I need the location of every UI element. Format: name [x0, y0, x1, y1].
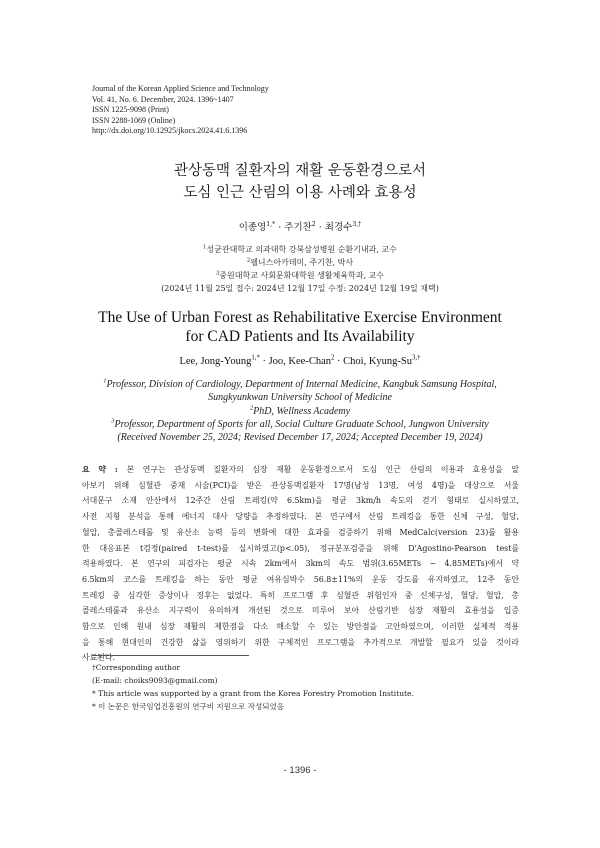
journal-volume: Vol. 41, No. 6. December, 2024. 1396~1407	[92, 94, 234, 104]
korean-affiliation-3	[0, 269, 600, 282]
korean-title-line-2: 도심 인근 산림의 이용 사례와 효용성	[183, 185, 417, 201]
author-1: Lee, Jong-Young	[179, 356, 252, 367]
korean-affiliations	[0, 243, 600, 295]
affiliation-text: 성균관대학교 의과대학 강북삼성병원 순환기내과, 교수	[206, 245, 397, 254]
affiliation-marker: 2	[246, 257, 251, 264]
abstract-line: 6.5km의 코스를 트레킹을 하는 동안 평균 여유심박수 56.8±11%의 운동 강도를 유지하였고, 12주 동안	[82, 574, 519, 584]
author-separator: ·	[275, 222, 285, 233]
affiliation-text: 웰니스아카데미, 주기찬, 박사	[250, 258, 354, 267]
english-title-line-2: for CAD Patients and Its Availability	[185, 328, 415, 345]
author-3: Choi, Kyung-Su	[343, 356, 412, 367]
affiliation-marker: 3	[215, 270, 220, 277]
affiliation-marker: 3	[111, 417, 115, 425]
author-2-marker: 2	[311, 220, 316, 228]
abstract-line: 적용하였다. 본 연구의 피검자는 평균 시속 2km에서 3km의 속도 범위(3.65METs ~ 4.85METs)에서 약	[82, 559, 519, 569]
journal-name: Journal of the Korean Applied Science and Technology	[92, 84, 269, 93]
abstract-line: 혈압, 총콜레스테롤 및 유산소 능력 등의 변화에 대한 효과를 검증하기 위해 MedCalc(version 23)를 활용	[82, 527, 519, 537]
abstract-line: 을 통해 현대인의 건강한 삶을 영위하기 위한 구체적인 프로그램을 추가적으로 개발할 필요가 있을 것이라	[82, 637, 519, 647]
affiliation-text: Professor, Department of Sports for all, Social Culture Graduate School, Jungwon University	[114, 418, 489, 430]
journal-header	[92, 84, 269, 137]
english-title-line-1: The Use of Urban Forest as Rehabilitative Exercise Environment	[98, 309, 502, 326]
funding-note-korean: * 이 논문은 한국임업진흥원의 연구비 지원으로 작성되었음	[92, 702, 284, 711]
korean-title	[0, 160, 600, 204]
author-2-marker: 2	[331, 354, 335, 362]
affiliation-marker: 1	[203, 244, 207, 251]
abstract-line: 아보기 위해 심혈관 중재 시술(PCI)을 받은 관상동맥질환자 17명(남성 13명, 여성 4명)을 대상으로 서울	[82, 480, 519, 490]
affiliation-text: 중원대학교 사회문화대학원 생활체육학과, 교수	[219, 271, 385, 280]
author-3: 최경수	[324, 222, 353, 233]
abstract-line: 함으로 인해 원내 심장 재활의 제한점을 다소 해소할 수 있는 방안점을 고안하였으며, 이러한 실제적 적용	[82, 622, 519, 632]
korean-title-line-1: 관상동맥 질환자의 재활 운동환경으로서	[174, 163, 426, 179]
author-separator: ·	[334, 356, 344, 367]
english-affiliations	[0, 378, 600, 444]
abstract-line	[82, 462, 519, 478]
journal-issn-print: ISSN 1225-9098 (Print)	[92, 105, 169, 114]
korean-dates: (2024년 11월 25일 접수: 2024년 12월 17일 수정: 2024년 12월 19일 채택)	[161, 284, 439, 293]
abstract-text: 본 연구는 관상동맥 질환자의 심장 재활 운동환경으로서 도심 인근 산림의 이용과 효용성을 알	[126, 465, 519, 474]
english-affiliation-1-cont: Sungkyunkwan University School of Medicine	[208, 392, 392, 404]
affiliation-marker: 2	[249, 404, 254, 412]
footnote-divider	[92, 655, 249, 656]
abstract-line: 한 대응표본 t검정(paired t-test)를 실시하였고(p<.05), 정규분포검증을 위해 D'Agostino-Pearson test를	[82, 543, 519, 553]
corresponding-author-email[interactable]: (E-mail: choiks9093@gmail.com)	[92, 676, 218, 685]
author-2: Joo, Kee-Chan	[268, 356, 331, 367]
affiliation-text: Professor, Division of Cardiology, Department of Internal Medicine, Kangbuk Samsung Hospital,	[106, 379, 497, 390]
author-separator: ·	[259, 356, 269, 367]
abstract-line: 트레킹 중 심각한 증상이나 징후는 없었다. 특히 프로그램 후 심혈관 위험인자 중 신체구성, 혈당, 혈압, 총	[82, 590, 519, 600]
journal-doi-link[interactable]: http://dx.doi.org/10.12925/jkocs.2024.41.6.1396	[92, 126, 248, 135]
author-2: 주기찬	[284, 222, 312, 233]
english-affiliation-3	[0, 418, 600, 431]
abstract-line: 서대문구 소재 안산에서 12주간 산림 트레킹(약 6.5km)을 평균 3km/h 속도의 걷기 형태로 실시하였고,	[82, 496, 519, 506]
footnotes	[92, 661, 414, 713]
english-affiliation-1	[0, 378, 600, 391]
page-number: - 1396 -	[283, 765, 317, 776]
korean-affiliation-1	[0, 243, 600, 256]
journal-issn-online: ISSN 2288-1069 (Online)	[92, 115, 176, 125]
affiliation-text: PhD, Wellness Academy	[253, 405, 351, 417]
author-1-marker: 1,*	[266, 220, 276, 228]
english-affiliation-2	[0, 405, 600, 418]
author-3-marker: 3,†	[412, 354, 421, 362]
affiliation-marker: 1	[103, 377, 107, 385]
abstract-label: 요 약 :	[82, 465, 127, 474]
abstract	[82, 462, 519, 666]
english-dates: (Received November 25, 2024; Revised December 17, 2024; Accepted December 19, 2024)	[117, 432, 483, 444]
author-3-marker: 3,†	[352, 220, 362, 228]
abstract-line: 사전 지형 분석을 통해 에너지 대사 당량을 추정하였다. 본 연구에서 산림 트레킹을 통한 신체 구성, 혈당,	[82, 512, 519, 522]
author-1-marker: 1,*	[251, 354, 260, 362]
korean-authors	[0, 219, 600, 233]
korean-affiliation-2	[0, 256, 600, 269]
english-title	[0, 308, 600, 346]
abstract-line: 사료된다.	[82, 653, 115, 663]
author-1: 이종영	[238, 222, 267, 233]
abstract-line: 콜레스테롤과 유산소 지구력이 유의하게 개선된 것으로 미루어 보아 산림기반 심장 재활의 효용성을 입증	[82, 606, 519, 616]
corresponding-author-note: †Corresponding author	[92, 663, 181, 672]
author-separator: ·	[315, 222, 325, 233]
english-authors	[0, 356, 600, 367]
funding-note-english: * This article was supported by a grant from the Korea Forestry Promotion Institute.	[92, 689, 414, 698]
